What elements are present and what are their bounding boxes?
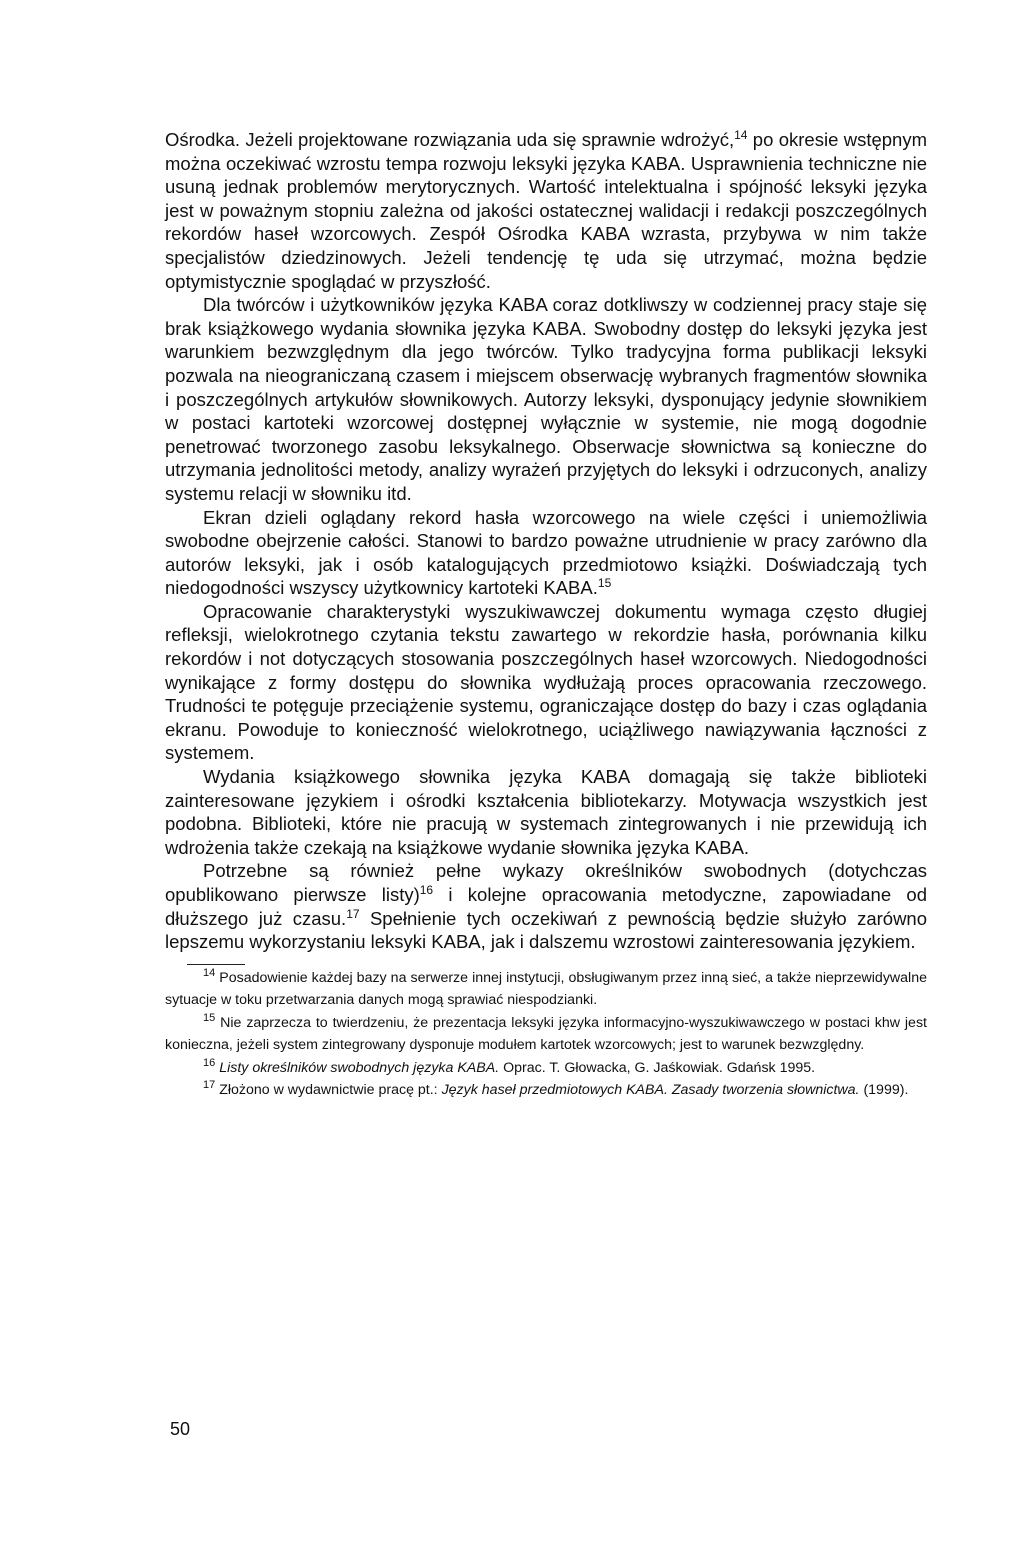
paragraph-3 bbox=[165, 506, 927, 600]
footnote-number: 14 bbox=[203, 966, 216, 979]
paragraph-6-text-a: Potrzebne są również pełne wykazy określników swobodnych (dotychczas opublikowano pierwsze listy) bbox=[165, 860, 927, 905]
paragraph-4: Opracowanie charakterystyki wyszukiwawczej dokumentu wymaga często długiej refleksji, wielokrotnego czytania tekstu zawartego w rekordzie hasła, porównania kilku rekordów i not dotyczących stosowania poszczególnych haseł wzorcowych. Niedogodności wynikające z formy dostępu do słownika wydłużają proces opracowania rzeczowego. Trudności te potęguje przeciążenie systemu, ograniczające dostęp do bazy i czas oglądania ekranu. Powoduje to konieczność wielokrotnego, uciążliwego nawiązywania łączności z systemem. bbox=[165, 600, 927, 764]
footnote-text-end: (1999). bbox=[859, 1082, 909, 1099]
footnote-title: Listy określników swobodnych języka KABA. bbox=[219, 1059, 500, 1076]
footnote-17 bbox=[165, 1079, 927, 1102]
paragraph-6-text-c: Spełnienie tych oczekiwań z pewnością będzie służyło zarówno lepszemu wykorzystaniu leksyki KABA, jak i dalszemu wzrostowi zainteresowania językiem. bbox=[165, 907, 928, 953]
paragraph-1 bbox=[165, 128, 927, 293]
footnote-number: 16 bbox=[203, 1056, 216, 1069]
footnote-title: Język haseł przedmiotowych KABA. Zasady tworzenia słownictwa. bbox=[441, 1082, 860, 1099]
footnote-ref-16[interactable]: 16 bbox=[419, 883, 434, 897]
footnote-ref-15[interactable]: 15 bbox=[597, 576, 612, 591]
footnote-14 bbox=[165, 967, 927, 1012]
footnote-number: 15 bbox=[203, 1011, 216, 1024]
footnote-15 bbox=[165, 1012, 927, 1057]
footnote-divider bbox=[187, 964, 245, 965]
footnote-text: Złożono w wydawnictwie pracę pt.: bbox=[219, 1082, 442, 1099]
page bbox=[165, 128, 927, 1102]
paragraph-5: Wydania książkowego słownika języka KABA domagają się także biblioteki zainteresowane językiem i ośrodki kształcenia bibliotekarzy. Motywacja wszystkich jest podobna. Biblioteki, które nie pracują w systemach zintegrowanych i nie przewidują ich wdrożenia także czekają na książkowe wydanie słownika języka KABA. bbox=[165, 766, 927, 858]
body-text bbox=[165, 128, 927, 954]
paragraph-6 bbox=[165, 859, 927, 953]
paragraph-1-text-b: po okresie wstępnym można oczekiwać wzrostu tempa rozwoju leksyki języka KABA. Usprawnienia techniczne nie usuną jednak problemów merytorycznych. Wartość intelektualna i spójność leksyki języka jest w poważnym stopniu zależna od jakości ostatecznej walidacji i redakcji poszczególnych rekordów haseł wzorcowych. Zespół Ośrodka KABA wzrasta, przybywa w nim także specjalistów dziedzinowych. Jeżeli tendencję tę uda się utrzymać, można będzie optymistycznie spoglądać w przyszłość. bbox=[165, 129, 927, 292]
footnote-16 bbox=[165, 1057, 927, 1080]
footnote-text: Posadowienie każdej bazy na serwerze innej instytucji, obsługiwanym przez inną sieć, a także nieprzewidywalne sytuacje w toku przetwarzania danych mogą sprawiać niespodzianki. bbox=[165, 969, 927, 1009]
paragraph-3-text: Ekran dzieli oglądany rekord hasła wzorcowego na wiele części i uniemożliwia swobodne obejrzenie całości. Stanowi to bardzo poważne utrudnienie w pracy zarówno dla autorów leksyki, jak i osób katalogujących przedmiotowo książki. Doświadczają tych niedogodności wszyscy użytkownicy kartoteki KABA. bbox=[165, 506, 927, 599]
footnote-ref-14[interactable]: 14 bbox=[734, 128, 748, 142]
footnotes bbox=[165, 967, 927, 1102]
paragraph-6-text-b: i kolejne opracowania metodyczne, zapowiadane od dłuższego już czasu. bbox=[165, 884, 927, 929]
page-number: 50 bbox=[170, 1419, 191, 1439]
paragraph-2: Dla twórców i użytkowników języka KABA coraz dotkliwszy w codziennej pracy staje się brak książkowego wydania słownika języka KABA. Swobodny dostęp do leksyki języka jest warunkiem bezwzględnym dla jego twórców. Tylko tradycyjna forma publikacji leksyki pozwala na nieograniczaną czasem i miejscem obserwację wybranych fragmentów słownika i poszczególnych artykułów słownikowych. Autorzy leksyki, dysponujący jedynie słownikiem w postaci kartoteki wzorcowej dostępnej wyłącznie w systemie, nie mogą dogodnie penetrować tworzonego zasobu leksykalnego. Obserwacje słownictwa są konieczne do utrzymania jednolitości metody, analizy wyrażeń przyjętych do leksyki i odrzuconych, analizy systemu relacji w słowniku itd. bbox=[165, 294, 927, 504]
paragraph-1-text-a: Ośrodka. Jeżeli projektowane rozwiązania uda się sprawnie wdrożyć, bbox=[165, 129, 735, 150]
footnote-ref-17[interactable]: 17 bbox=[346, 906, 360, 921]
footnote-number: 17 bbox=[203, 1079, 216, 1092]
footnote-text: Nie zaprzecza to twierdzeniu, że prezentacja leksyki języka informacyjno-wyszukiwawczego w postaci khw jest konieczna, jeżeli system zintegrowany dysponuje modułem kartotek wzorcowych; jest to warunek bezwzględny. bbox=[165, 1014, 927, 1054]
footnote-text: Oprac. T. Głowacka, G. Jaśkowiak. Gdańsk 1995. bbox=[499, 1059, 816, 1076]
